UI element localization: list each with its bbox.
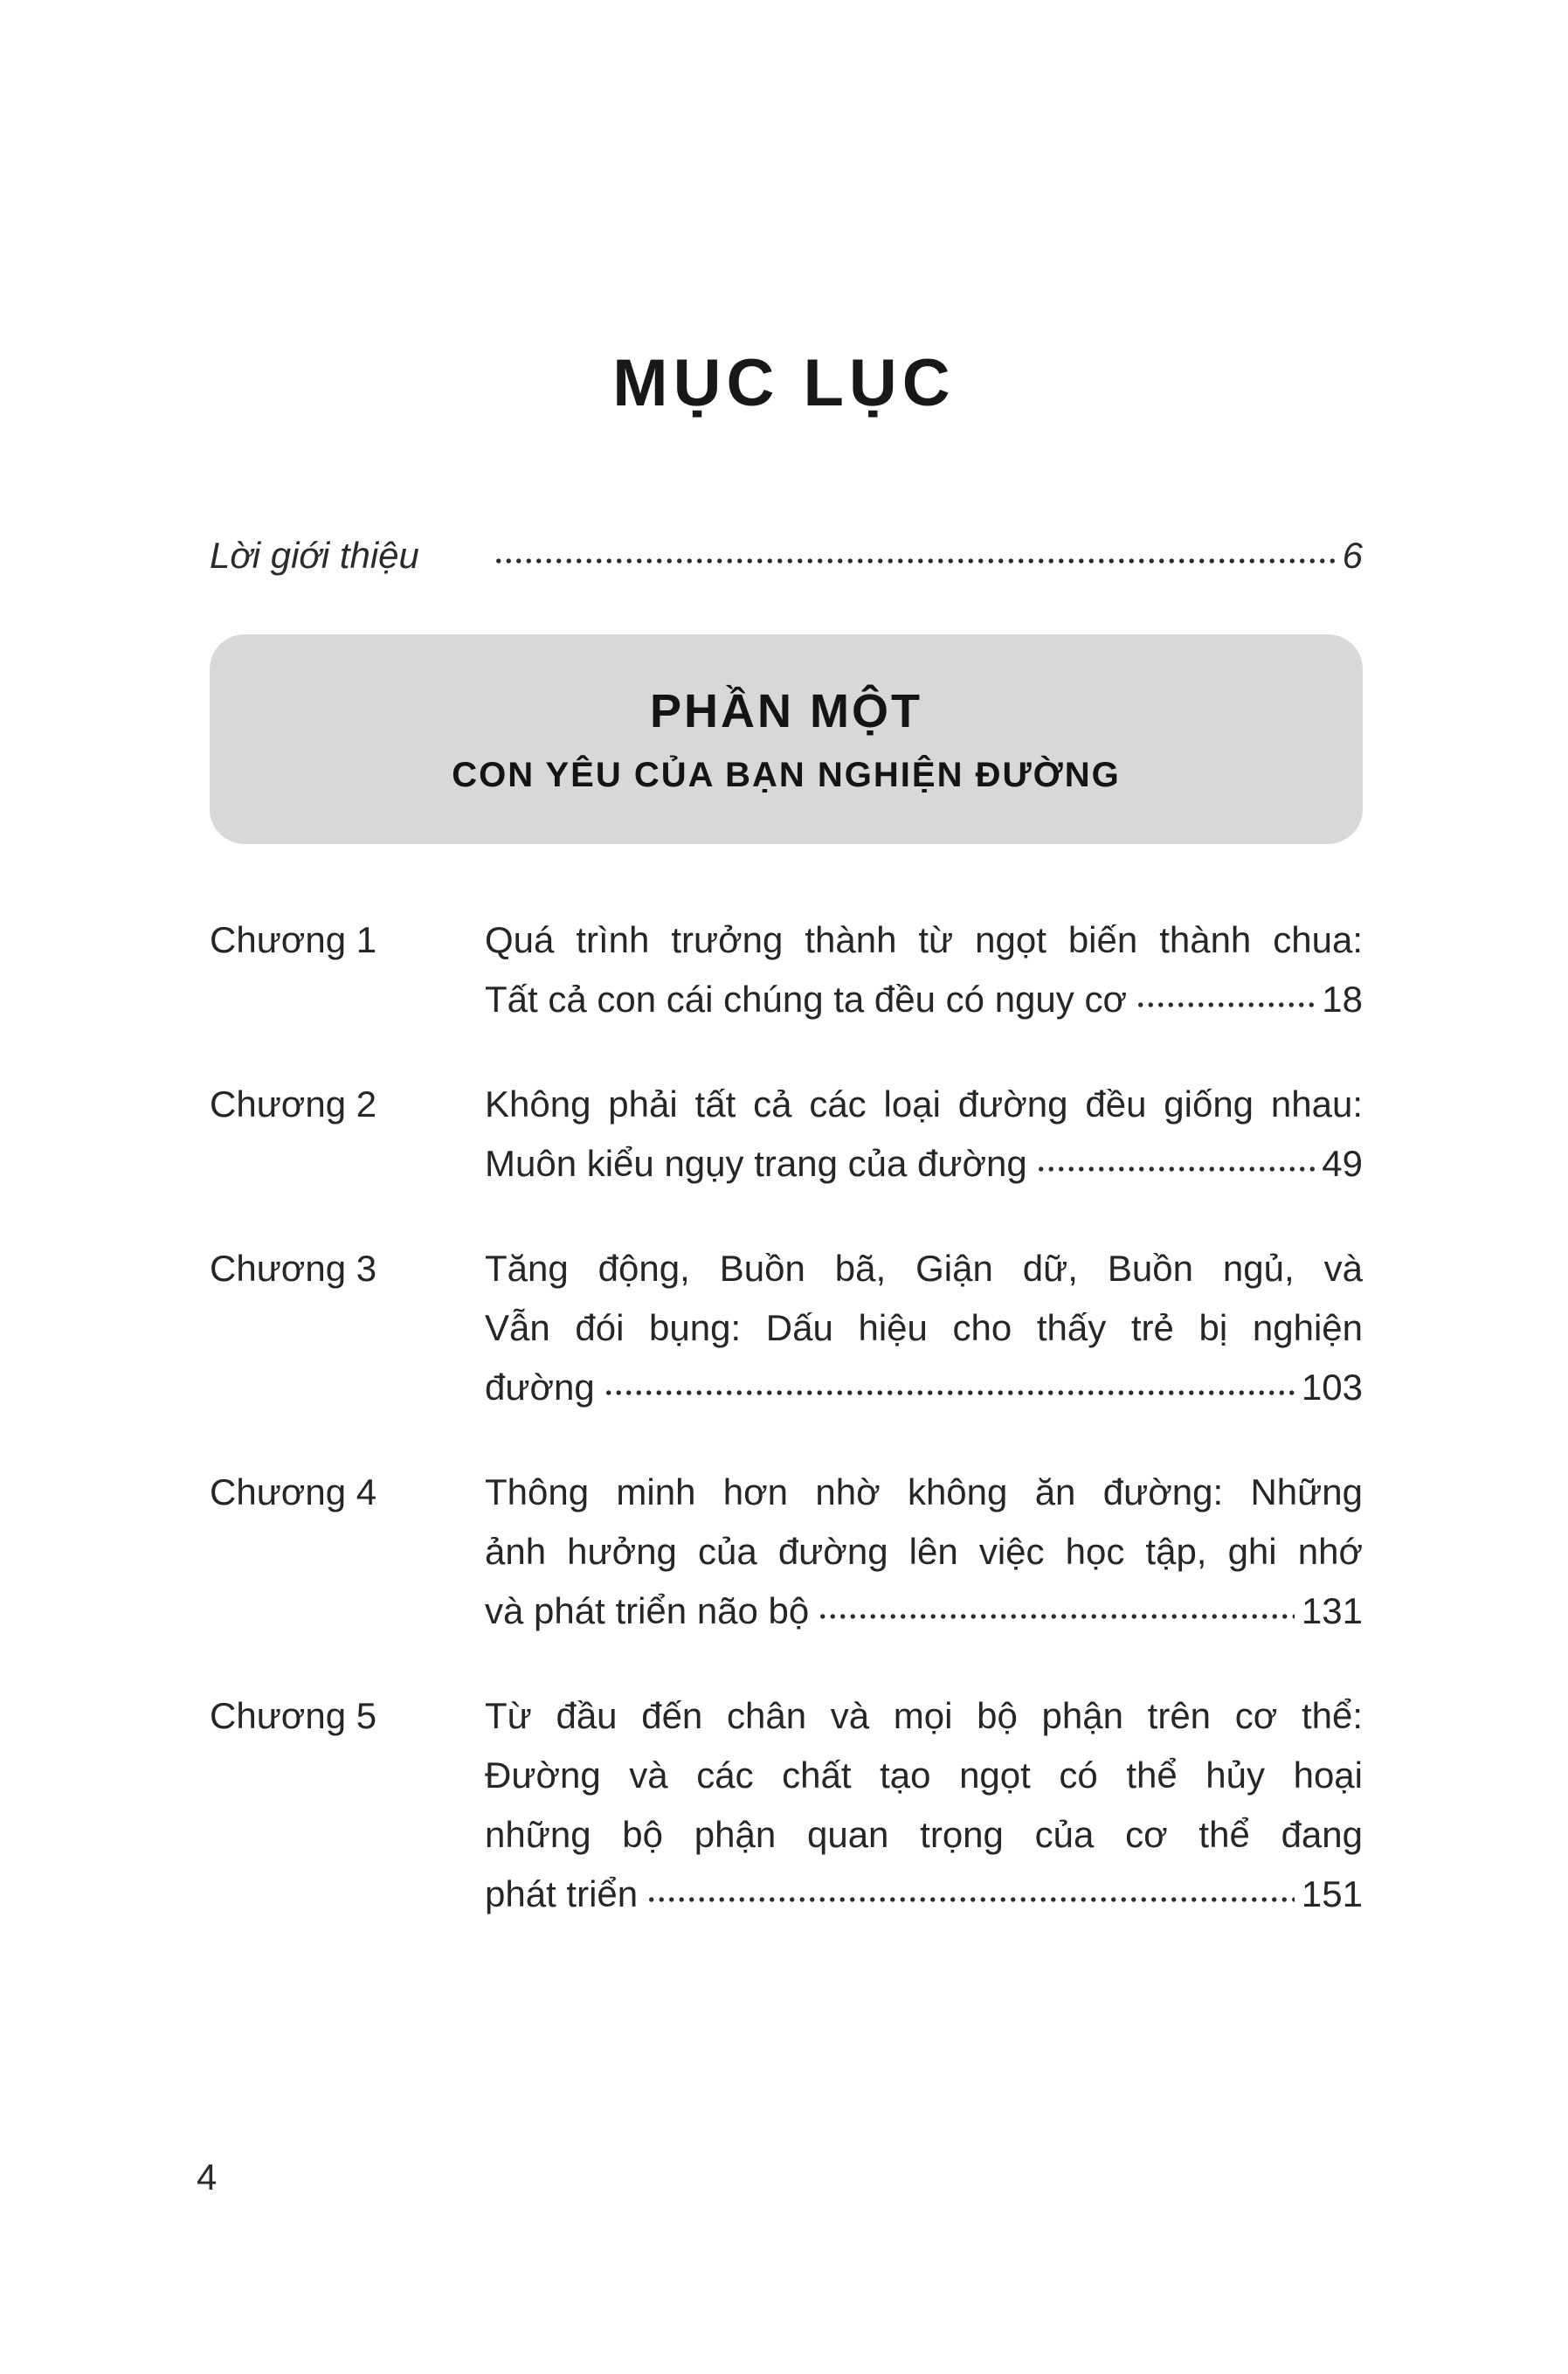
dot-leader <box>1136 975 1315 1012</box>
intro-page-number: 6 <box>1342 535 1363 576</box>
page-number: 4 <box>197 2156 218 2198</box>
part-one-box <box>210 634 1363 844</box>
part-title: PHẦN MỘT <box>650 684 922 737</box>
chapter-text-line: Từ đầu đến chân và mọi bộ phận trên cơ thể: <box>485 1695 1363 1736</box>
chapter-body <box>485 1239 1363 1417</box>
chapter-text-line: Đường và các chất tạo ngọt có thể hủy hoại <box>485 1755 1363 1796</box>
chapter-text: và phát triển não bộ <box>485 1590 810 1631</box>
chapter-page-number: 151 <box>1301 1873 1363 1914</box>
chapter-page-number: 131 <box>1301 1590 1363 1631</box>
chapter-text-line: những bộ phận quan trọng của cơ thể đang <box>485 1814 1363 1855</box>
chapter-last-line <box>485 1582 1363 1641</box>
toc-entry <box>210 1686 1363 1924</box>
chapter-text: Tất cả con cái chúng ta đều có nguy cơ <box>485 979 1127 1020</box>
chapter-last-line <box>485 1134 1363 1194</box>
chapter-body <box>485 910 1363 1029</box>
toc-intro-row <box>210 531 1363 577</box>
dot-leader <box>818 1587 1295 1623</box>
chapter-text: phát triển <box>485 1873 639 1914</box>
chapter-label: Chương 2 <box>210 1083 377 1125</box>
toc-chapter-list <box>210 910 1363 1924</box>
toc-entry <box>210 1239 1363 1417</box>
chapter-text-line: Vẫn đói bụng: Dấu hiệu cho thấy trẻ bị nghiện <box>485 1307 1363 1348</box>
chapter-label: Chương 3 <box>210 1248 377 1289</box>
chapter-text: Muôn kiểu ngụy trang của đường <box>485 1143 1027 1184</box>
chapter-last-line <box>485 1865 1363 1924</box>
chapter-text: đường <box>485 1367 595 1408</box>
chapter-label: Chương 4 <box>210 1471 377 1512</box>
chapter-body <box>485 1686 1363 1924</box>
chapter-label: Chương 1 <box>210 919 377 960</box>
chapter-text-line: Thông minh hơn nhờ không ăn đường: Những <box>485 1471 1363 1512</box>
toc-entry <box>210 910 1363 1029</box>
chapter-text-line: Tăng động, Buồn bã, Giận dữ, Buồn ngủ, và <box>485 1248 1363 1289</box>
chapter-body <box>485 1075 1363 1194</box>
chapter-text-line: ảnh hưởng của đường lên việc học tập, ghi nhớ <box>485 1531 1363 1572</box>
chapter-page-number: 49 <box>1322 1143 1363 1184</box>
dot-leader <box>1036 1139 1316 1176</box>
dot-leader <box>646 1870 1295 1907</box>
dot-leader <box>604 1363 1295 1400</box>
chapter-page-number: 18 <box>1322 979 1363 1020</box>
part-subtitle: CON YÊU CỦA BẠN NGHIỆN ĐƯỜNG <box>452 755 1121 794</box>
chapter-label: Chương 5 <box>210 1695 377 1736</box>
chapter-text-line: Quá trình trưởng thành từ ngọt biến thành chua: <box>485 919 1363 960</box>
chapter-last-line <box>485 970 1363 1029</box>
chapter-page-number: 103 <box>1301 1367 1363 1408</box>
chapter-last-line <box>485 1358 1363 1417</box>
intro-label: Lời giới thiệu <box>210 535 419 576</box>
page-title: MỤC LỤC <box>612 346 956 420</box>
toc-entry <box>210 1463 1363 1641</box>
chapter-text-line: Không phải tất cả các loại đường đều giống nhau: <box>485 1083 1363 1125</box>
toc-entry <box>210 1075 1363 1194</box>
dot-leader <box>494 531 1336 568</box>
chapter-body <box>485 1463 1363 1641</box>
